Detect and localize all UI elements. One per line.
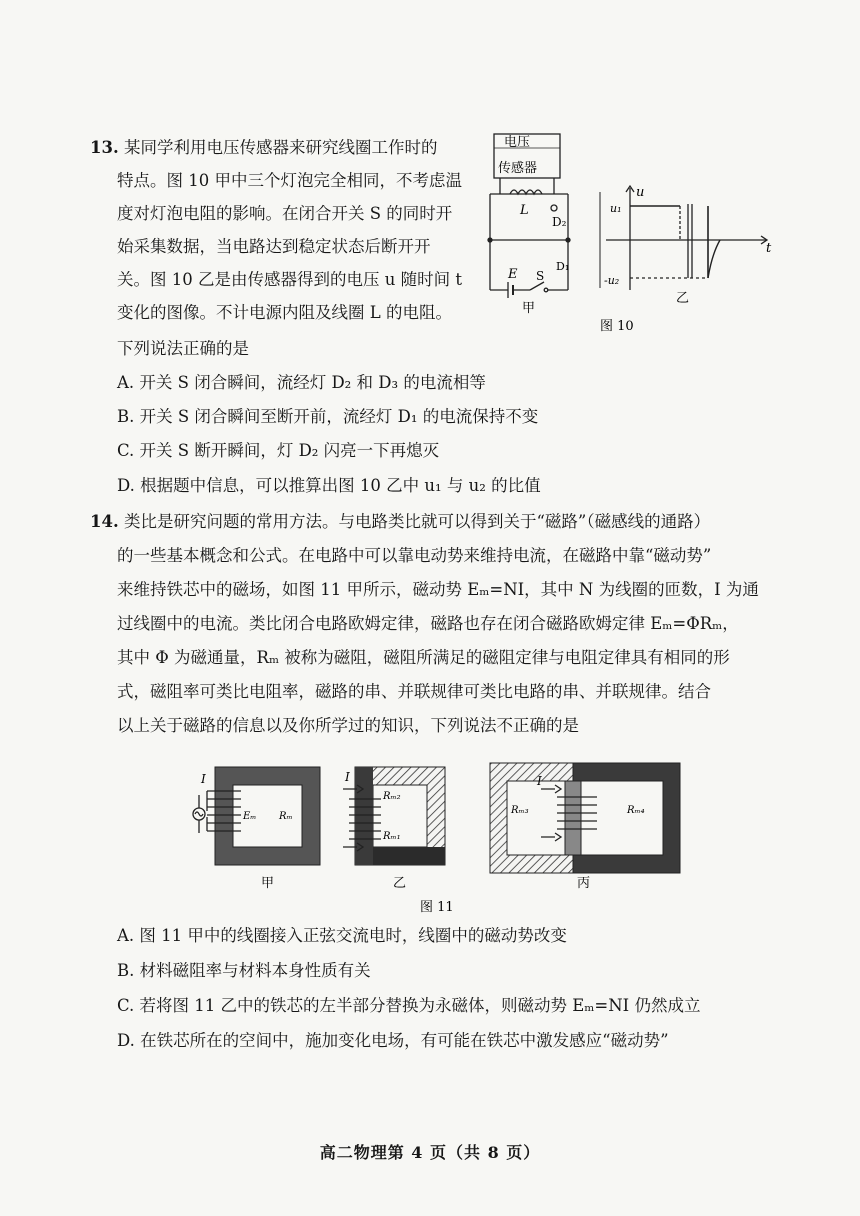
question-text-line: 以上关于磁路的信息以及你所学过的知识，下列说法不正确的是 — [117, 716, 579, 735]
option-a[interactable]: A. 图 11 甲中的线圈接入正弦交流电时，线圈中的磁动势改变 — [117, 926, 567, 945]
figure-11 — [185, 755, 695, 915]
page-footer: 高二物理第 4 页（共 8 页） — [319, 1143, 541, 1162]
question-text-line: 的一些基本概念和公式。在电路中可以靠电动势来维持电流，在磁路中靠“磁动势” — [117, 546, 712, 565]
option-c[interactable]: C. 若将图 11 乙中的铁芯的左半部分替换为永磁体，则磁动势 Eₘ=NI 仍然成立 — [117, 996, 701, 1015]
question-text-line: 过线圈中的电流。类比闭合电路欧姆定律，磁路也存在闭合磁路欧姆定律 Eₘ=ΦRₘ， — [117, 614, 739, 633]
option-d[interactable]: D. 在铁芯所在的空间中，施加变化电场，有可能在铁芯中激发感应“磁动势” — [117, 1031, 669, 1050]
figure-yi-label: 乙 — [393, 876, 407, 891]
figure-yi-label: 乙 — [676, 291, 690, 306]
current-label: I — [345, 770, 350, 784]
option-a[interactable]: A. 开关 S 闭合瞬间，流经灯 D₂ 和 D₃ 的电流相等 — [117, 373, 486, 392]
core-jia — [193, 767, 320, 891]
option-d[interactable]: D. 根据题中信息，可以推算出图 10 乙中 u₁ 与 u₂ 的比值 — [117, 476, 541, 495]
question-text-line: 类比是研究问题的常用方法。与电路类比就可以得到关于“磁路”（磁感线的通路） — [123, 512, 711, 531]
figure-11-caption: 图 11 — [420, 900, 454, 915]
question-text-line: 变化的图像。不计电源内阻及线圈 L 的电阻。 — [117, 303, 452, 322]
rm2-label: Rₘ₂ — [383, 791, 401, 802]
axis-u-label: u — [636, 185, 645, 200]
option-c[interactable]: C. 开关 S 断开瞬间，灯 D₂ 闪亮一下再熄灭 — [117, 441, 440, 460]
voltage-time-graph — [600, 186, 767, 290]
core-bing — [490, 763, 680, 891]
rm3-label: Rₘ₃ — [511, 805, 529, 816]
lamp-d1-label: D₁ — [556, 260, 570, 273]
switch-label: S — [536, 269, 545, 283]
lamp-d2-label: D₂ — [552, 215, 567, 229]
question-text-line: 某同学利用电压传感器来研究线圈工作时的 — [123, 138, 438, 157]
option-b[interactable]: B. 开关 S 闭合瞬间至断开前，流经灯 D₁ 的电流保持不变 — [117, 407, 539, 426]
option-b[interactable]: B. 材料磁阻率与材料本身性质有关 — [117, 961, 371, 980]
question-text-line: 特点。图 10 甲中三个灯泡完全相同，不考虑温 — [117, 171, 462, 190]
question-text-line: 来维持铁芯中的磁场，如图 11 甲所示，磁动势 Eₘ=NI，其中 N 为线圈的匝数，I 为通 — [117, 580, 759, 599]
figure-jia-label: 甲 — [261, 876, 275, 891]
sensor-label-line2: 传感器 — [498, 161, 538, 176]
u1-label: u₁ — [610, 202, 622, 215]
battery-label: E — [508, 267, 518, 282]
question-text-line: 关。图 10 乙是由传感器得到的电压 u 随时间 t — [117, 270, 462, 289]
question-text-line: 式，磁阻率可类比电阻率，磁路的串、并联规律可类比电路的串、并联规律。结合 — [117, 682, 711, 701]
inductor-label: L — [520, 203, 529, 218]
question-number: 14. — [90, 512, 119, 531]
question-text-line: 其中 Φ 为磁通量，Rₘ 被称为磁阻，磁阻所满足的磁阻定律与电阻定律具有相同的形 — [117, 648, 730, 667]
figure-jia-label: 甲 — [522, 301, 536, 316]
rm-label: Rₘ — [279, 811, 293, 822]
em-label: Eₘ — [243, 811, 257, 822]
figure-bing-label: 丙 — [577, 876, 591, 891]
rm4-label: Rₘ₄ — [627, 805, 645, 816]
question-text-line: 度对灯泡电阻的影响。在闭合开关 S 的同时开 — [117, 204, 453, 223]
figure-10-caption: 图 10 — [600, 319, 634, 334]
current-label: I — [201, 772, 206, 786]
current-label: I — [537, 774, 542, 788]
axis-t-label: t — [766, 241, 772, 256]
question-number: 13. — [90, 138, 119, 157]
core-yi — [343, 767, 445, 891]
figure-10 — [480, 130, 780, 340]
question-text-line: 下列说法正确的是 — [117, 339, 249, 358]
question-text-line: 始采集数据，当电路达到稳定状态后断开开 — [117, 237, 431, 256]
rm1-label: Rₘ₁ — [383, 831, 401, 842]
u2-label: -u₂ — [604, 274, 620, 287]
sensor-label-line1: 电压 — [504, 135, 531, 150]
